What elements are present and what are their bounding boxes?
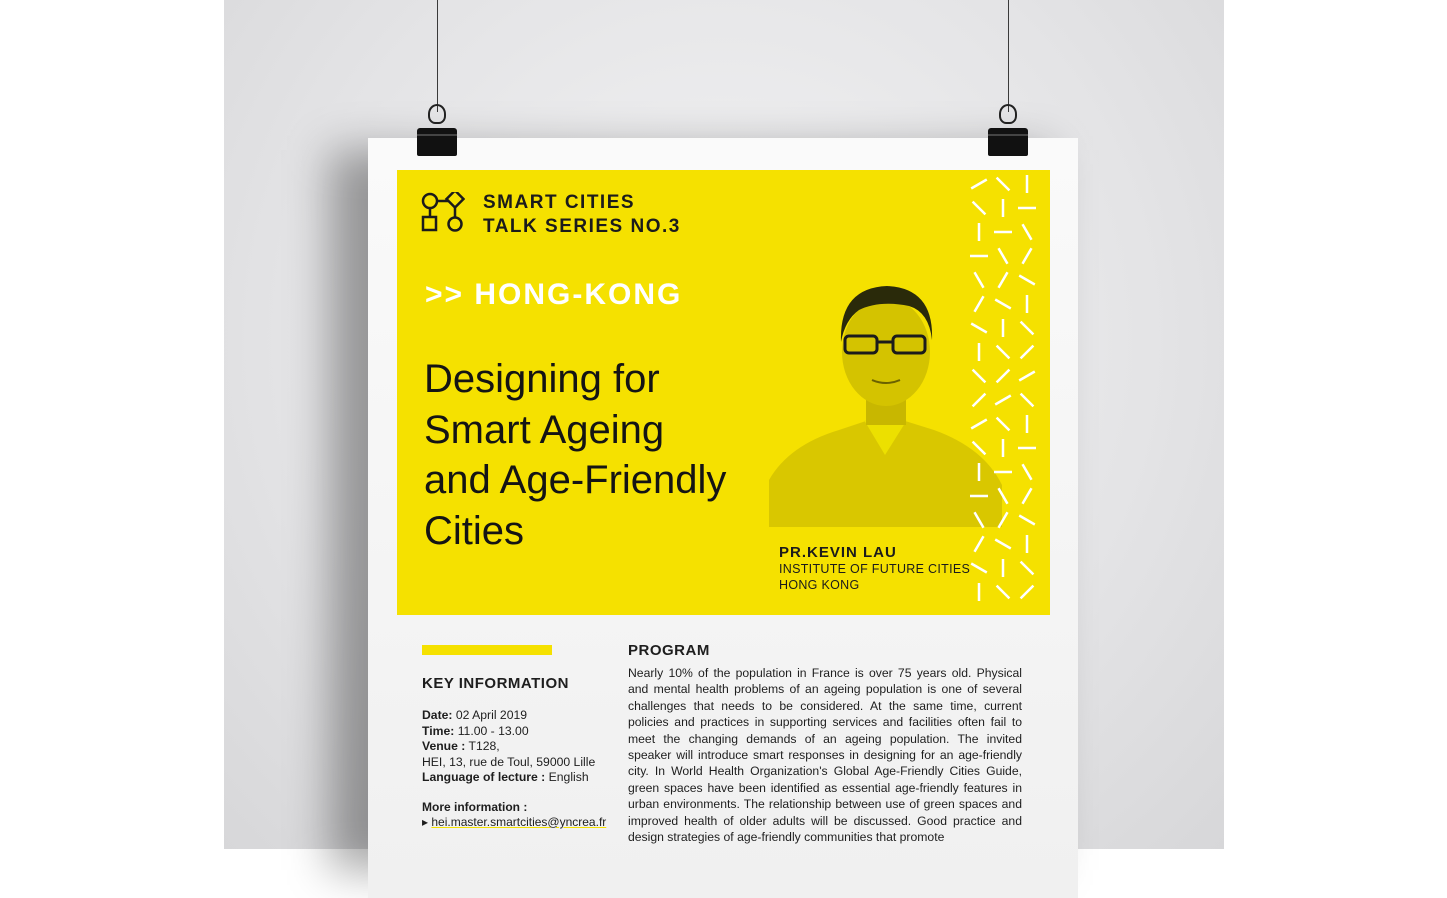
yellow-banner — [397, 170, 1050, 615]
dash-mark — [999, 512, 1008, 528]
dash-mark — [995, 540, 1011, 549]
language-value: English — [548, 770, 589, 784]
dash-mark — [971, 420, 987, 429]
speaker-institute: INSTITUTE OF FUTURE CITIES — [779, 562, 971, 576]
language-label: Language of lecture : — [422, 770, 546, 784]
key-info-details — [422, 708, 622, 786]
series-logo-icon — [421, 192, 465, 234]
dash-mark — [973, 442, 986, 455]
dash-mark — [971, 324, 987, 333]
dash-mark — [1023, 488, 1032, 504]
dash-mark — [995, 396, 1011, 405]
dash-mark — [997, 346, 1010, 359]
dash-mark — [975, 512, 984, 528]
speaker-name: PR.KEVIN LAU — [779, 544, 897, 561]
accent-bar — [422, 645, 552, 655]
speaker-photo — [769, 280, 1002, 527]
arrow-bullet-icon: ▸ — [422, 815, 429, 829]
time-label: Time: — [422, 723, 455, 738]
date-value: 02 April 2019 — [455, 708, 528, 722]
hanging-wire-right — [1008, 0, 1009, 112]
dash-mark — [997, 418, 1010, 431]
venue-address: HEI, 13, rue de Toul, 59000 Lille — [422, 754, 596, 769]
dash-mark — [995, 300, 1011, 309]
dash-mark — [1021, 586, 1034, 599]
program-text: Nearly 10% of the population in France is over 75 years old. Physical and mental health problems of an ageing population is one of several challenges that needs to be considered. At the same time, current policies and practices in supporting services and facilities often fail to meet the changing demands of an ageing population. The invited speaker will introduce smart responses in designing for an age-friendly city. In World Health Organization's Global Age-Friendly Cities Guide, green spaces have been identified as essential age-friendly features in urban environments. The relationship between use of green spaces and improved health of older adults will be discussed. Good practice and design strategies of age-friendly communities that promote — [628, 666, 1022, 845]
dash-mark — [975, 296, 984, 312]
dash-mark — [973, 370, 986, 383]
series-heading — [483, 191, 681, 239]
time-value: 11.00 - 13.00 — [457, 723, 529, 738]
dash-mark — [975, 536, 984, 552]
program-heading: PROGRAM — [628, 642, 710, 659]
venue-label: Venue : — [422, 739, 466, 753]
dash-mark — [1019, 516, 1035, 525]
key-info-heading: KEY INFORMATION — [422, 675, 569, 692]
contact-email-link[interactable]: hei.master.smartcities@yncrea.fr — [431, 815, 607, 829]
dash-mark — [1019, 372, 1035, 381]
dash-mark — [973, 202, 986, 215]
dash-mark — [997, 178, 1010, 191]
series-line-2: TALK SERIES NO.3 — [483, 216, 681, 237]
city-label: >> HONG-KONG — [425, 278, 683, 311]
dash-mark — [971, 180, 987, 189]
dash-mark — [1021, 346, 1034, 359]
speaker-block — [779, 544, 970, 593]
dash-mark — [1021, 562, 1034, 575]
series-line-1: SMART CITIES — [483, 192, 636, 213]
dash-mark — [973, 394, 986, 407]
date-label: Date: — [422, 708, 453, 722]
dash-mark — [1021, 322, 1034, 335]
dash-mark — [1023, 224, 1032, 240]
binder-clip-right — [988, 104, 1028, 156]
dash-mark — [1023, 248, 1032, 264]
talk-title — [424, 354, 784, 556]
more-info-label: More information : — [422, 800, 528, 814]
dash-mark — [997, 370, 1010, 383]
dash-mark — [971, 564, 987, 573]
dash-mark — [1019, 276, 1035, 285]
title-line-4: Cities — [424, 508, 525, 553]
title-line-3: and Age-Friendly — [424, 458, 727, 502]
dash-mark — [997, 586, 1010, 599]
dash-mark — [1021, 394, 1034, 407]
speaker-location: HONG KONG — [779, 578, 860, 592]
dash-mark — [999, 488, 1008, 504]
dash-mark — [999, 272, 1008, 288]
dash-mark — [1023, 464, 1032, 480]
hanging-wire-left — [437, 0, 438, 112]
more-info — [422, 800, 606, 830]
dash-mark — [975, 272, 984, 288]
title-line-2: Smart Ageing — [424, 407, 665, 452]
dash-mark — [999, 248, 1008, 264]
binder-clip-left — [417, 104, 457, 156]
dash-pattern — [969, 170, 1050, 615]
venue-value: T128, — [468, 739, 500, 753]
title-line-1: Designing for — [424, 357, 660, 401]
